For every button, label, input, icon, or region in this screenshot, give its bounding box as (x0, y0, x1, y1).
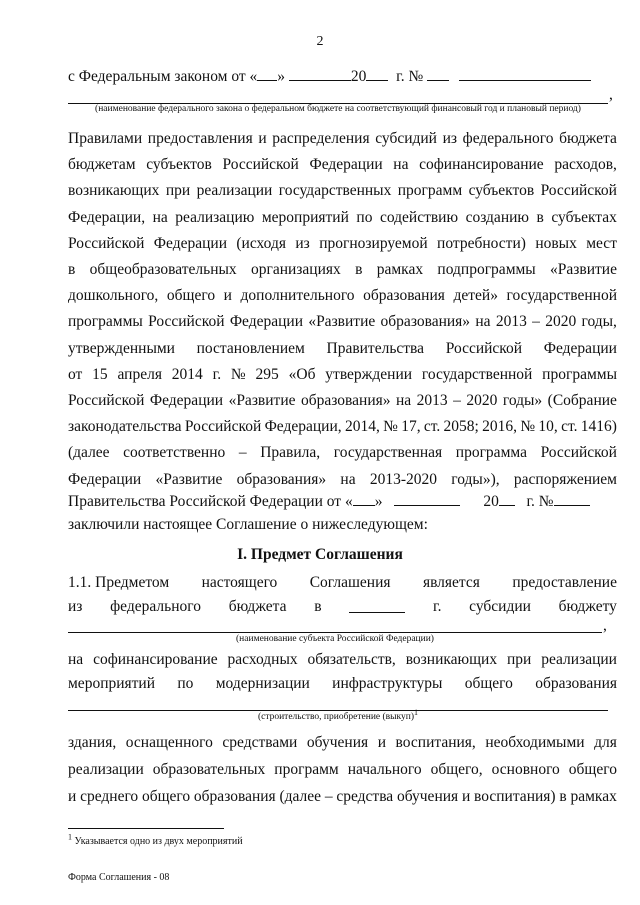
word: основного (491, 761, 560, 778)
word: Российской (222, 156, 299, 174)
word: образования» (300, 392, 391, 409)
word: г. (212, 365, 222, 383)
word: субъектах (551, 208, 617, 226)
word: из (295, 234, 310, 252)
word: потребности) (437, 234, 526, 252)
footnote-text: Указывается одно из двух мероприятий (74, 836, 243, 847)
word: средства (336, 788, 394, 805)
word: возникающих (405, 651, 498, 668)
subject-caption: (наименование субъекта Российской Федерации) (236, 634, 434, 644)
word: – (324, 788, 333, 805)
footnote-separator (68, 828, 224, 829)
word: «Развитие (308, 313, 376, 331)
word: подпрограммы (437, 261, 536, 278)
clause1-line (68, 574, 617, 592)
word: Российской (148, 313, 225, 331)
word: рамках (570, 788, 617, 805)
word: образования» (380, 313, 471, 331)
word: общего (464, 675, 513, 692)
word: № (520, 418, 536, 436)
clause-word: субсидии (469, 598, 531, 615)
word: мероприятий (68, 675, 156, 692)
tail-line (68, 788, 617, 806)
word: субъектов (468, 182, 535, 200)
word: Российской (68, 392, 145, 409)
word: образовательных (152, 761, 266, 778)
word: программ (274, 761, 339, 778)
word: реализации (68, 761, 144, 778)
law-year-blank (366, 66, 388, 81)
word: «Развитие (155, 470, 223, 488)
word: Федерации, (68, 208, 146, 226)
section-title: I. Предмет Соглашения (237, 546, 403, 563)
word: 1.1. Предметом (68, 574, 170, 591)
word: рамках (376, 261, 424, 278)
word: мероприятий (261, 208, 349, 226)
word: от (68, 365, 83, 383)
intro-line (68, 287, 617, 305)
intro-line (68, 444, 617, 462)
clause-line-2 (68, 598, 617, 616)
word: и (461, 788, 471, 805)
order-number-blank (554, 491, 590, 506)
word: образования» (236, 470, 327, 488)
order-year: 20 (483, 493, 499, 510)
word: 17, (401, 418, 421, 436)
word: по (177, 675, 194, 692)
word: бюджетам (68, 156, 136, 174)
word: образования (363, 287, 445, 305)
word: распределения (272, 130, 370, 147)
word: Федерации, (264, 418, 342, 436)
word: государственных (278, 182, 392, 200)
word: возникающих (68, 182, 160, 200)
word: реализации (541, 651, 617, 668)
word: годы» (502, 392, 543, 409)
word: в (355, 261, 363, 278)
word: новых (535, 234, 577, 252)
word: 2014, (344, 418, 380, 436)
word: для (594, 734, 617, 751)
word: при (165, 182, 191, 200)
word: Российской (445, 339, 523, 357)
order-year-blank (499, 491, 515, 506)
clause-word: бюджету (558, 598, 617, 615)
word: апреля (117, 365, 162, 383)
intro-line (68, 261, 617, 279)
subject-name-rule (68, 632, 602, 633)
subject-comma: , (603, 617, 607, 634)
intro-line (68, 182, 617, 200)
intro-line (68, 418, 617, 436)
word: обязательств, (307, 651, 396, 668)
word: инфраструктуры (332, 675, 443, 692)
footnote-mark: 1 (414, 707, 419, 717)
word: реализации (196, 182, 273, 200)
word: созданию (465, 208, 529, 226)
word: 2013 (416, 392, 448, 409)
word: образования (535, 675, 617, 692)
word: обучения (396, 788, 459, 805)
law-prefix: с Федеральным законом от « (68, 68, 258, 85)
word: – (238, 444, 247, 462)
word: здания, (68, 734, 117, 751)
word: на (475, 313, 491, 331)
word: Правительства (326, 339, 425, 357)
word: образования (193, 788, 276, 805)
word: детей» (453, 287, 498, 305)
word: ст. (423, 418, 441, 436)
word: постановлением (196, 339, 305, 357)
word: 2013 (495, 313, 527, 331)
law-day-blank (257, 66, 277, 81)
word: модернизации (215, 675, 310, 692)
word: Российской (68, 234, 145, 252)
word: (далее (279, 788, 322, 805)
construction-rule (68, 710, 608, 711)
tail-line (68, 734, 617, 752)
intro-line (68, 156, 617, 174)
word: в (68, 261, 76, 278)
word: общего, (430, 761, 483, 778)
word: годы»), (451, 470, 500, 488)
word: общего (166, 287, 216, 305)
word: Федерации (153, 234, 227, 252)
intro-line (68, 366, 617, 384)
word: по (356, 208, 373, 226)
word: 2058; (443, 418, 479, 436)
word: Федерации (309, 156, 383, 174)
word: Соглашения (309, 574, 391, 591)
word: настоящего (201, 574, 278, 591)
word: 2014 (171, 365, 203, 383)
word: воспитания, (395, 734, 476, 751)
intro-line (68, 471, 617, 489)
clause-word: из (68, 598, 83, 615)
word: бюджета (559, 130, 617, 147)
word: и (377, 734, 386, 751)
word: содействию (379, 208, 459, 226)
construction-caption: (строительство, приобретение (выкуп) (257, 712, 415, 722)
word: дошкольного, (68, 287, 159, 305)
word: расходов, (554, 156, 617, 174)
intro-line (68, 313, 617, 331)
word: программы (68, 313, 143, 331)
word: Российской (540, 444, 617, 462)
word: и (223, 287, 232, 305)
law-month-blank (289, 66, 351, 81)
intro-line (68, 130, 617, 148)
clause-g: г. (432, 598, 442, 615)
clause-word: в (314, 598, 322, 615)
word: из (442, 130, 458, 147)
word: Федерации (543, 339, 617, 357)
word: № (383, 418, 398, 436)
word: средствами (222, 734, 298, 751)
word: 2016, (482, 418, 518, 436)
word: Федерации (149, 392, 224, 409)
law-year: 20 (350, 68, 367, 85)
conclude-line: заключили настоящее Соглашение о нижеследующем: (68, 516, 428, 533)
word: воспитания) (474, 788, 556, 805)
word: необходимыми (485, 734, 585, 751)
word: Российской (540, 182, 617, 200)
word: (Собрание (547, 392, 617, 409)
word: законодательства (68, 418, 182, 436)
word: государственной (506, 287, 617, 305)
word: 15 (92, 365, 108, 383)
word: обучения (306, 734, 369, 751)
word: годы, (581, 313, 617, 331)
law-name-blank (459, 66, 591, 81)
word: утвержденными (68, 339, 175, 357)
word: прогнозируемой (319, 234, 428, 252)
word: 1416) (580, 418, 617, 436)
word: «Развитие (550, 261, 617, 278)
cofin-line (68, 651, 617, 669)
law-mid: » (277, 68, 286, 85)
word: 2013-2020 (369, 470, 438, 488)
clause-year-blank (349, 598, 405, 613)
law-number-label: г. № (396, 68, 424, 85)
word: Правилами (68, 130, 143, 147)
order-day-blank (353, 491, 375, 506)
word: программа (455, 444, 527, 462)
word: и (68, 788, 77, 805)
word: 2020 (466, 392, 498, 409)
intro-line (68, 235, 617, 253)
order-mid: » (374, 493, 383, 510)
word: расходных (227, 651, 298, 668)
word: субъектов (146, 156, 212, 174)
construction-caption-wrap (68, 707, 608, 722)
intro-line (68, 209, 617, 227)
word: – (453, 392, 461, 409)
order-prefix: Правительства Российской Федерации от « (68, 493, 353, 510)
word: софинансирование (93, 651, 218, 668)
word: организациях (250, 261, 341, 278)
order-month-blank (394, 491, 460, 506)
word: Федерации (68, 470, 142, 488)
word: на (395, 392, 412, 409)
word: программ (397, 182, 463, 200)
footnote-number: 1 (68, 832, 72, 842)
word: среднего (80, 788, 139, 805)
word: на (68, 651, 84, 668)
word: Федерации (229, 313, 304, 331)
word: субсидий (375, 130, 437, 147)
word: дополнительного (240, 287, 355, 305)
intro-line (68, 392, 617, 410)
word: соответственно (123, 444, 226, 462)
word: государственная (333, 444, 443, 462)
word: программы (542, 365, 617, 383)
word: утверждении (325, 365, 413, 383)
word: является (422, 574, 480, 591)
word: федерального (462, 130, 554, 147)
word: общеобразовательных (89, 261, 237, 278)
word: № (230, 365, 246, 383)
word: 2020 (545, 313, 577, 331)
footnote (68, 832, 243, 847)
word: (далее (68, 444, 110, 462)
tail-line (68, 761, 617, 779)
word: на (340, 470, 356, 488)
word: Российской (184, 418, 262, 436)
word: при (506, 651, 532, 668)
word: предоставление (512, 574, 617, 591)
clause-word: бюджета (228, 598, 287, 615)
word: 295 (255, 365, 279, 383)
intro-line (68, 340, 617, 358)
law-number-blank (427, 66, 449, 81)
clause-word: федерального (110, 598, 201, 615)
form-label: Форма Соглашения - 08 (68, 872, 170, 883)
word: предоставления (147, 130, 253, 147)
word: ст. (561, 418, 578, 436)
word: общего (141, 788, 191, 805)
word: оснащенного (125, 734, 213, 751)
word: – (532, 313, 540, 331)
law-reference-line (68, 66, 591, 86)
word: «Развитие (228, 392, 296, 409)
order-number-label: г. № (526, 493, 554, 510)
word: софинансирование (419, 156, 544, 174)
law-caption: (наименование федерального закона о федеральном бюджете на соответствующий финансовый год и плановый период) (95, 104, 581, 114)
word: государственной (421, 365, 533, 383)
word: и (258, 130, 267, 147)
word: (исходя (236, 234, 286, 252)
word: в (536, 208, 544, 226)
word: начального (347, 761, 422, 778)
word: «Об (288, 365, 316, 383)
word: на (393, 156, 409, 174)
word: распоряжением (513, 470, 617, 488)
word: общего (568, 761, 617, 778)
word: в (559, 788, 567, 805)
order-reference-line (68, 491, 590, 511)
law-trailing-comma: , (609, 86, 613, 103)
word: 10, (538, 418, 558, 436)
word: мест (586, 234, 617, 252)
word: Правила, (260, 444, 321, 462)
page-number: 2 (316, 34, 324, 49)
cofin-line (68, 675, 617, 693)
word: реализацию (175, 208, 255, 226)
word: на (152, 208, 168, 226)
